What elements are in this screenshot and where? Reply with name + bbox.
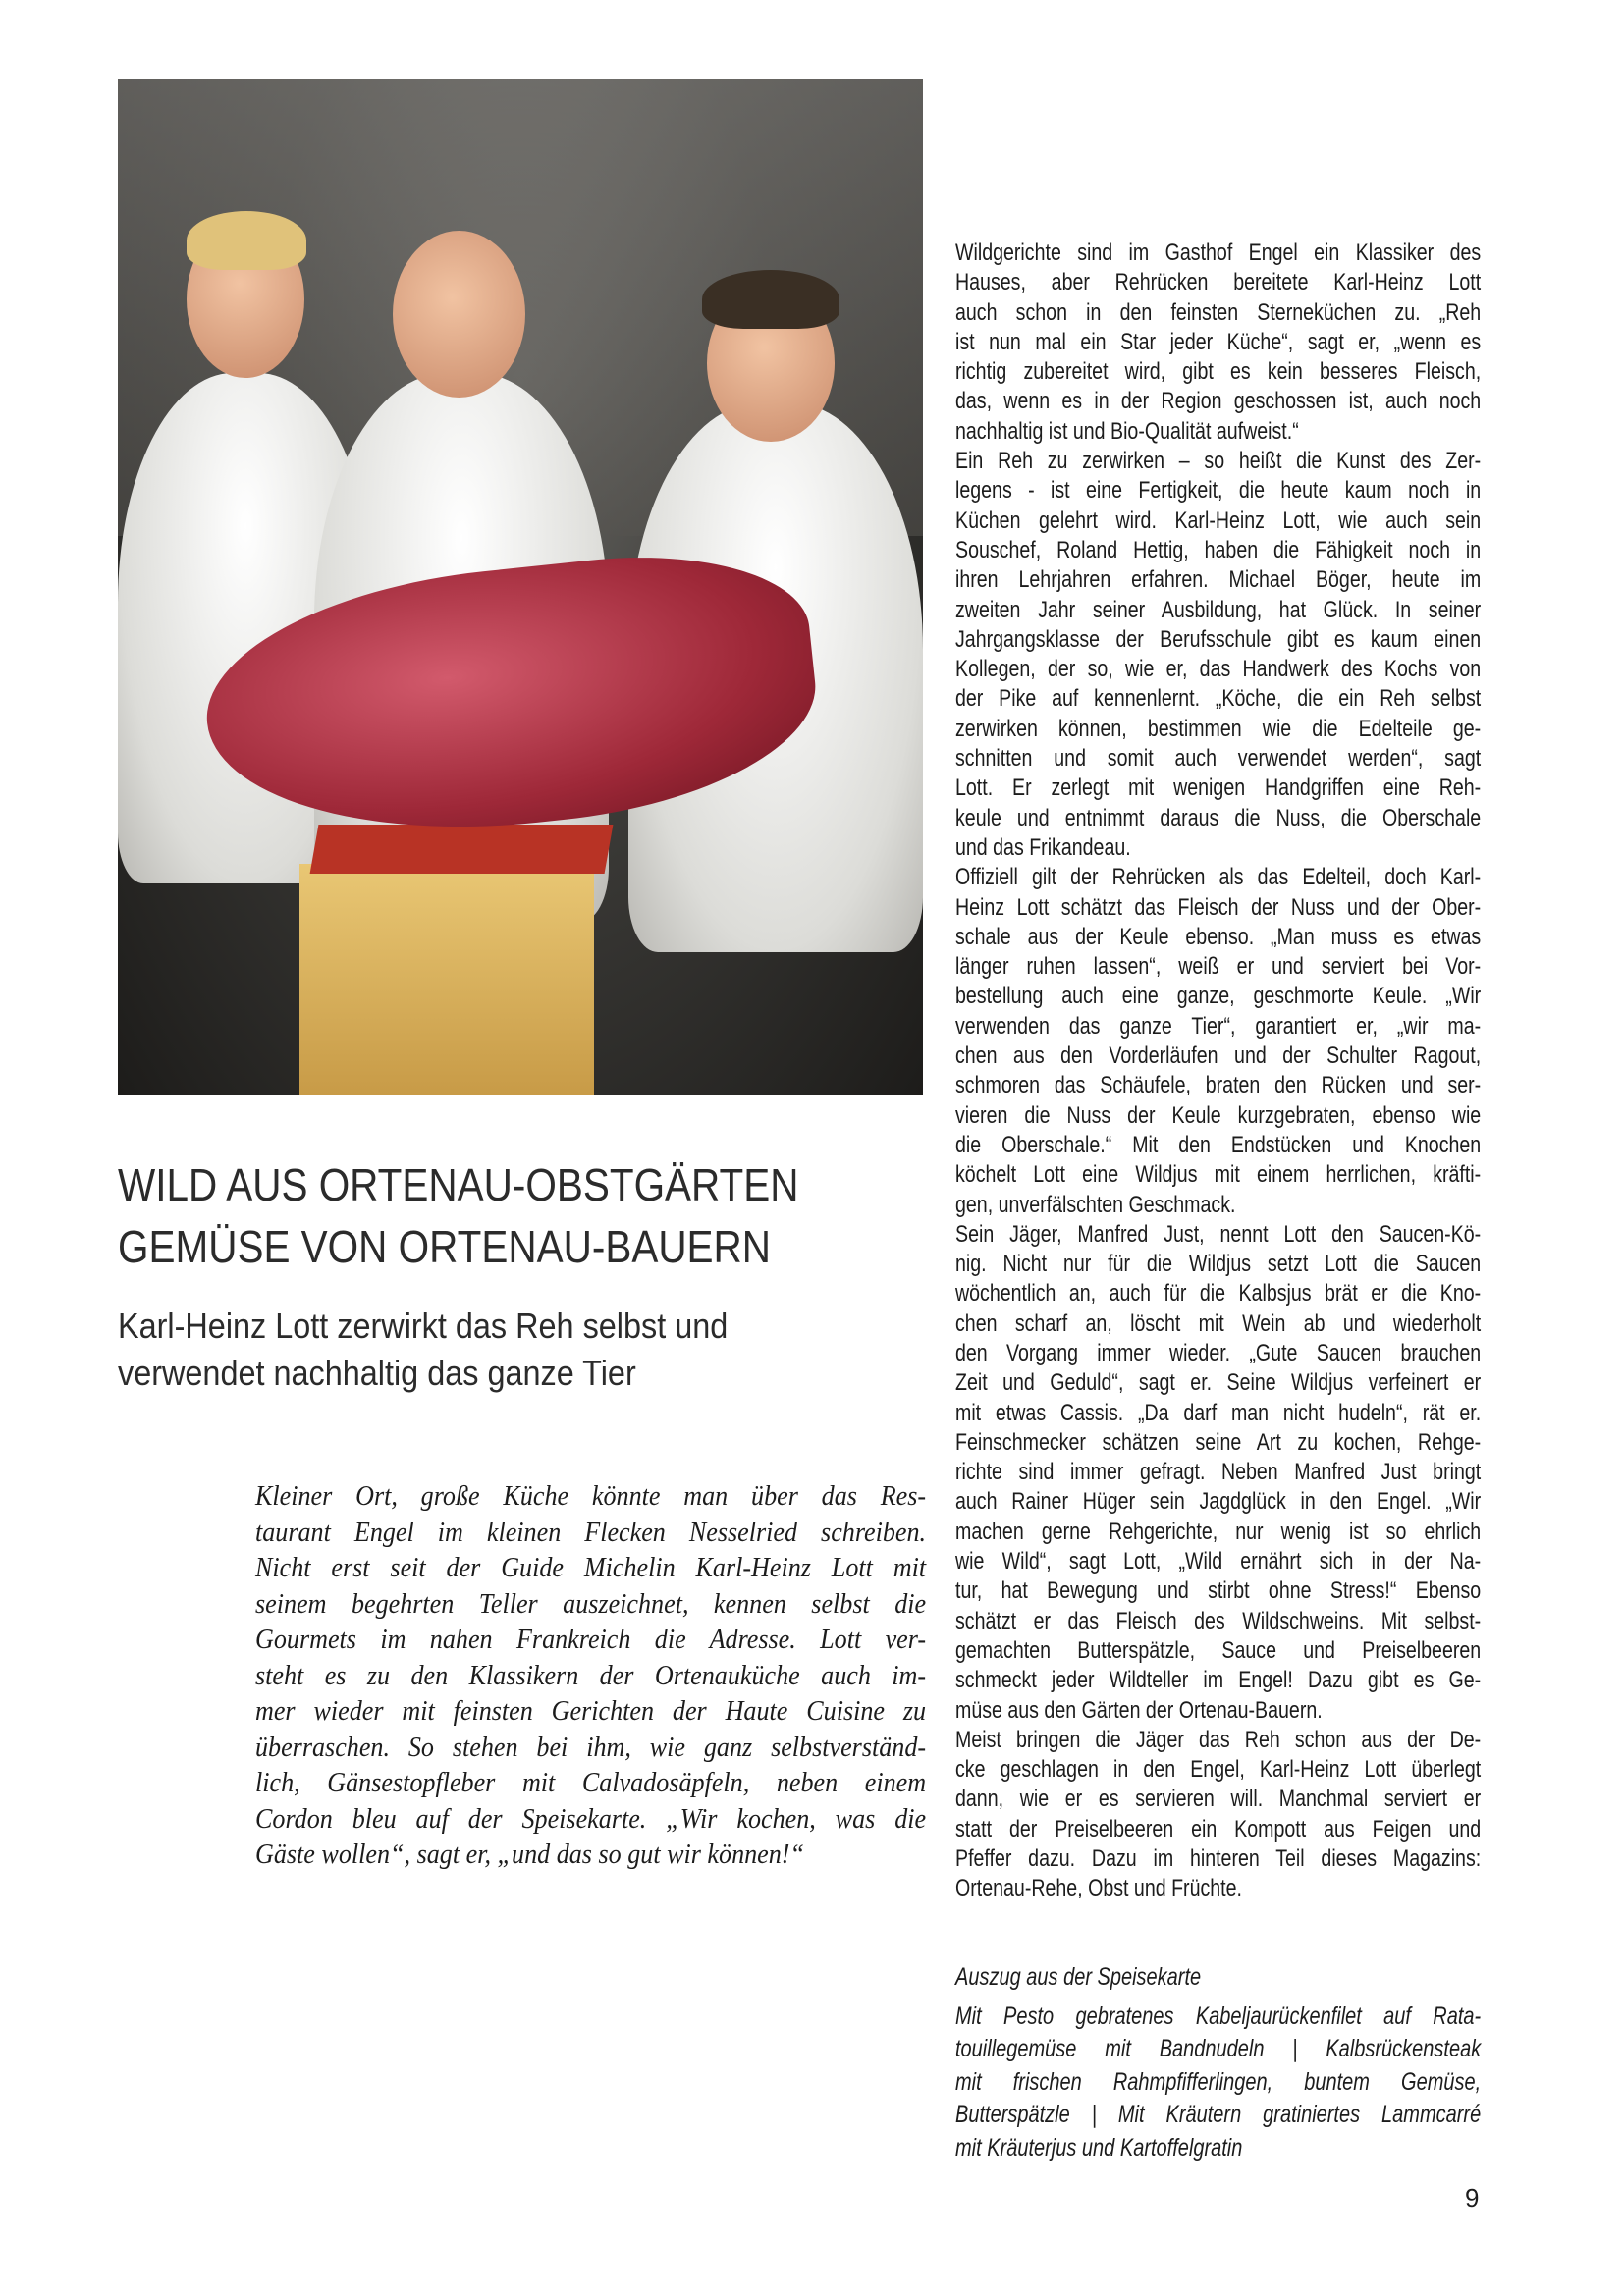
body-line: keule und entnimmt daraus die Nuss, die Oberschale (955, 804, 1482, 831)
body-paragraph (955, 1726, 1481, 1904)
body-paragraph (955, 1220, 1481, 1726)
body-line: Küchen gelehrt wird. Karl-Heinz Lott, wie auch sein (955, 507, 1482, 534)
subtitle-line-1: Karl-Heinz Lott zerwirkt das Reh selbst und (118, 1306, 729, 1346)
body-line: und das Frikandeau. (955, 833, 1131, 861)
body-line: das, wenn es in der Region geschossen ist, auch noch (955, 388, 1482, 415)
body-line: legens - ist eine Fertigkeit, die heute kaum noch in (955, 477, 1482, 505)
intro-line: Nicht erst seit der Guide Michelin Karl-Heinz Lott mit (255, 1552, 927, 1583)
article-body (955, 239, 1481, 1904)
body-line: länger ruhen lassen“, weiß er und serviert bei Vor- (955, 953, 1482, 981)
body-line: schmoren das Schäufele, braten den Rücken und ser- (955, 1072, 1482, 1099)
body-line: wöchentlich an, auch für die Kalbsjus brät er die Kno- (955, 1280, 1482, 1308)
menu-line: Mit Pesto gebratenes Kabeljaurückenfilet auf Rata- (955, 2002, 1482, 2030)
body-line: chen aus den Vorderläufen und der Schulter Ragout, (955, 1042, 1482, 1070)
body-line: mit etwas Cassis. „Da darf man nicht hudeln“, rät er. (955, 1399, 1482, 1426)
body-line: Pfeffer dazu. Dazu im hinteren Teil dieses Magazins: (955, 1845, 1482, 1873)
body-line: den Vorgang immer wieder. „Gute Saucen brauchen (955, 1339, 1482, 1366)
body-line: Offiziell gilt der Rehrücken als das Edelteil, doch Karl- (955, 864, 1482, 891)
intro-line: lich, Gänsestopfleber mit Calvadosäpfeln, neben einem (255, 1767, 927, 1798)
body-paragraph (955, 447, 1481, 863)
intro-line: Cordon bleu auf der Speisekarte. „Wir kochen, was die (255, 1802, 927, 1835)
menu-excerpt-title: Auszug aus der Speisekarte (955, 1963, 1202, 1991)
body-line: Meist bringen die Jäger das Reh schon aus der De- (955, 1726, 1482, 1753)
headline (118, 1154, 799, 1278)
chef-hair-right (702, 270, 839, 329)
body-line: schale aus der Keule ebenso. „Man muss es etwas (955, 923, 1482, 950)
body-line: chen scharf an, löscht mit Wein ab und wiederholt (955, 1309, 1482, 1337)
menu-line: mit Kräuterjus und Kartoffelgratin (955, 2133, 1243, 2162)
body-line: vieren die Nuss der Keule kurzgebraten, ebenso wie (955, 1101, 1482, 1129)
body-line: Souschef, Roland Hettig, haben die Fähigkeit noch in (955, 536, 1482, 563)
chefs-photo (118, 79, 923, 1095)
menu-excerpt-items (955, 2001, 1481, 2165)
intro-paragraph (255, 1478, 926, 1873)
body-line: verwenden das ganze Tier“, garantiert er, „wir ma- (955, 1012, 1482, 1040)
intro-line: Kleiner Ort, große Küche könnte man über das Res- (255, 1480, 927, 1512)
intro-line: steht es zu den Klassikern der Ortenauküche auch im- (255, 1659, 927, 1691)
body-line: ihren Lehrjahren erfahren. Michael Böger, heute im (955, 566, 1482, 594)
body-line: cke geschlagen in den Engel, Karl-Heinz Lott überlegt (955, 1756, 1482, 1784)
body-line: statt der Preiselbeeren ein Kompott aus Feigen und (955, 1815, 1482, 1842)
menu-excerpt (955, 1961, 1481, 2164)
subtitle (118, 1303, 728, 1397)
body-line: Lott. Er zerlegt mit wenigen Handgriffen eine Reh- (955, 774, 1482, 802)
intro-line: überraschen. So stehen bei ihm, wie ganz selbstverständ- (255, 1731, 927, 1763)
body-line: Hauses, aber Rehrücken bereitete Karl-Heinz Lott (955, 269, 1482, 296)
intro-line: seinem begehrten Teller auszeichnet, kennen selbst die (255, 1587, 927, 1620)
body-line: ist nun mal ein Star jeder Küche“, sagt er, „wenn es (955, 328, 1482, 355)
page-number: 9 (1465, 2183, 1480, 2213)
body-line: Kollegen, der so, wie er, das Handwerk des Kochs von (955, 656, 1482, 683)
body-line: die Oberschale.“ Mit den Endstücken und Knochen (955, 1131, 1482, 1158)
headline-line-1: WILD AUS ORTENAU-OBSTGÄRTEN (118, 1159, 799, 1210)
intro-line: Gourmets im nahen Frankreich die Adresse. Lott ver- (255, 1624, 927, 1655)
body-paragraph (955, 863, 1481, 1220)
headline-line-2: GEMÜSE VON ORTENAU-BAUERN (118, 1221, 772, 1272)
body-line: Zeit und Geduld“, sagt er. Seine Wildjus verfeinert er (955, 1369, 1482, 1397)
body-line: Sein Jäger, Manfred Just, nennt Lott den Saucen-Kö- (955, 1220, 1482, 1248)
subtitle-line-2: verwendet nachhaltig das ganze Tier (118, 1353, 636, 1393)
body-line: zweiten Jahr seiner Ausbildung, hat Glück. In seiner (955, 596, 1482, 623)
body-line: der Pike auf kennenlernt. „Köche, die ein Reh selbst (955, 685, 1482, 713)
body-line: schmeckt jeder Wildteller im Engel! Dazu gibt es Ge- (955, 1667, 1482, 1694)
menu-line: Butterspätzle | Mit Kräutern gratiniertes Lammcarré (955, 2101, 1482, 2128)
body-paragraph (955, 239, 1481, 447)
body-line: gen, unverfälschten Geschmack. (955, 1191, 1236, 1218)
body-line: nachhaltig ist und Bio-Qualität aufweist.“ (955, 417, 1299, 445)
body-line: Ein Reh zu zerwirken – so heißt die Kunst des Zer- (955, 448, 1482, 475)
chef-head-center (393, 231, 525, 398)
cutting-board (310, 825, 614, 874)
intro-line: Gäste wollen“, sagt er, „und das so gut wir können!“ (255, 1839, 805, 1870)
menu-line: mit frischen Rahmpfifferlingen, buntem Gemüse, (955, 2067, 1482, 2096)
body-line: auch Rainer Hüger sein Jagdglück in den Engel. „Wir (955, 1488, 1482, 1516)
intro-line: taurant Engel im kleinen Flecken Nesselried schreiben. (255, 1516, 927, 1548)
body-line: richte sind immer gefragt. Neben Manfred Just bringt (955, 1459, 1482, 1486)
body-line: nig. Nicht nur für die Wildjus setzt Lott die Saucen (955, 1251, 1482, 1278)
body-line: machen gerne Rehgerichte, nur wenig ist so ehrlich (955, 1518, 1482, 1545)
body-line: schätzt er das Fleisch des Wildschweins. Mit selbst- (955, 1607, 1482, 1634)
body-line: gemachten Butterspätzle, Sauce und Preiselbeeren (955, 1636, 1482, 1664)
menu-line: touillegemüse mit Bandnudeln | Kalbsrückensteak (955, 2035, 1482, 2062)
body-line: müse aus den Gärten der Ortenau-Bauern. (955, 1696, 1323, 1724)
body-line: Jahrgangsklasse der Berufsschule gibt es kaum einen (955, 625, 1482, 653)
intro-line: mer wieder mit feinsten Gerichten der Haute Cuisine zu (255, 1695, 927, 1727)
body-line: auch schon in den feinsten Sterneküchen zu. „Reh (955, 298, 1482, 326)
body-line: dann, wie er es servieren will. Manchmal serviert er (955, 1786, 1482, 1813)
body-line: Wildgerichte sind im Gasthof Engel ein Klassiker des (955, 240, 1482, 266)
body-line: schnitten und somit auch verwendet werden“, sagt (955, 745, 1482, 773)
body-line: richtig zubereitet wird, gibt es kein besseres Fleisch, (955, 358, 1482, 386)
wooden-box (299, 864, 594, 1095)
body-line: köchelt Lott eine Wildjus mit einem herrlichen, kräfti- (955, 1161, 1482, 1189)
body-line: wie Wild“, sagt Lott, „Wild ernährt sich in der Na- (955, 1548, 1482, 1575)
body-line: Feinschmecker schätzen seine Art zu kochen, Rehge- (955, 1428, 1482, 1456)
body-line: zerwirken können, bestimmen wie die Edelteile ge- (955, 715, 1482, 742)
body-line: Heinz Lott schätzt das Fleisch der Nuss und der Ober- (955, 893, 1482, 921)
body-line: Ortenau-Rehe, Obst und Früchte. (955, 1875, 1242, 1902)
chef-hair-left (187, 211, 306, 270)
body-line: tur, hat Bewegung und stirbt ohne Stress!“ Ebenso (955, 1577, 1482, 1605)
body-line: bestellung auch eine ganze, geschmorte Keule. „Wir (955, 983, 1482, 1010)
